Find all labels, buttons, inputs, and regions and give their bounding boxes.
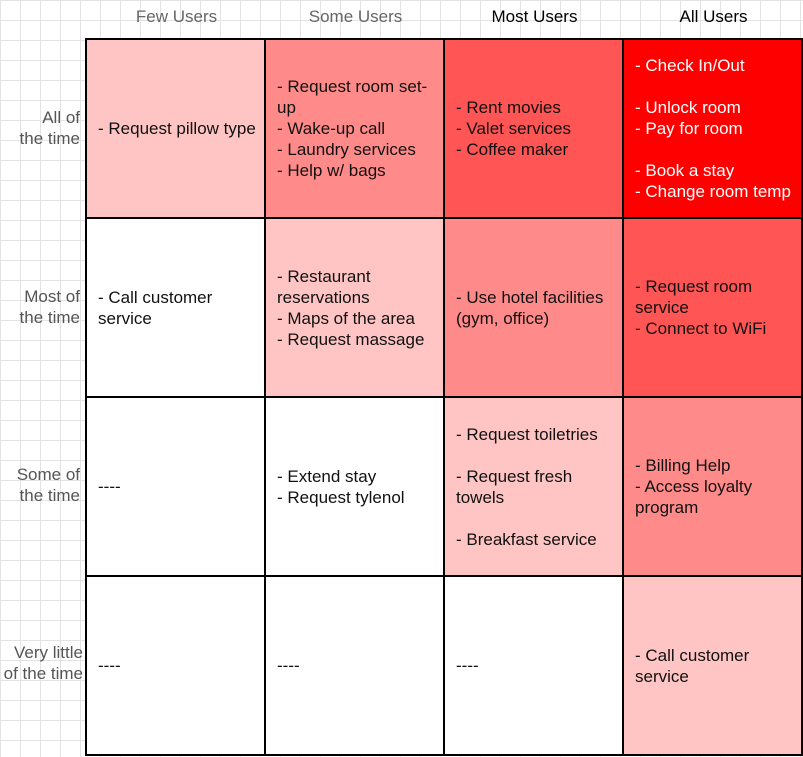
cell-item: - Valet services (456, 119, 571, 138)
cell-item: - Call customer service (635, 645, 750, 686)
cell-item: - Request massage (277, 329, 425, 349)
column-header-few-users: Few Users (135, 7, 218, 26)
matrix-cell (445, 398, 624, 577)
usage-frequency-matrix (85, 38, 803, 756)
cell-item: - Wake-up call (277, 119, 386, 138)
matrix-cell (87, 219, 266, 398)
cell-item: - Request fresh towels (456, 466, 573, 507)
cell-item: - Restaurant reservations (277, 266, 371, 307)
cell-item: ---- (98, 477, 121, 496)
matrix-cell (445, 219, 624, 398)
row-header-line: the time (19, 308, 80, 327)
row-header-line: the time (19, 129, 80, 148)
cell-item: - Laundry services (277, 140, 416, 159)
matrix-cell (266, 398, 445, 577)
cell-item: - Extend stay (277, 466, 377, 486)
cell-item: - Request room set-up (277, 77, 428, 117)
column-header-most-users: Most Users (491, 7, 578, 26)
cell-item: - Unlock room (635, 98, 741, 117)
cell-item: - Call customer service (98, 287, 213, 328)
matrix-cell (87, 577, 266, 756)
row-header-all-of-the-time (0, 107, 80, 149)
cell-item: - Breakfast service (456, 529, 597, 549)
cell-item: - Help w/ bags (277, 161, 386, 180)
matrix-cell (266, 577, 445, 756)
cell-spacer (456, 445, 616, 466)
cell-item: - Request room service (635, 277, 753, 317)
cell-spacer (635, 139, 795, 160)
cell-item: - Request tylenol (277, 487, 405, 507)
matrix-cell (624, 40, 803, 219)
column-header-all-users: All Users (679, 7, 748, 26)
cell-spacer (635, 76, 795, 97)
column-header-some-users: Some Users (308, 7, 403, 26)
row-header-some-of-the-time (0, 464, 80, 506)
cell-item: - Pay for room (635, 119, 743, 138)
cell-item: ---- (277, 656, 300, 675)
cell-item: - Change room temp (635, 182, 791, 201)
row-header-line: Most of (24, 287, 80, 306)
matrix-cell (266, 40, 445, 219)
cell-item: - Maps of the area (277, 308, 415, 328)
cell-item: - Check In/Out (635, 56, 745, 75)
matrix-cell (87, 40, 266, 219)
cell-item: - Request pillow type (98, 119, 256, 138)
row-header-line: of the time (3, 664, 83, 683)
row-header-line: All of (42, 108, 80, 127)
row-header-line: Very little (14, 643, 83, 662)
matrix-cell (87, 398, 266, 577)
cell-item: - Rent movies (456, 98, 561, 117)
cell-item: - Connect to WiFi (635, 319, 767, 338)
matrix-cell (445, 40, 624, 219)
cell-item: - Billing Help (635, 456, 731, 475)
row-header-line: the time (19, 486, 80, 505)
row-header-most-of-the-time (0, 286, 80, 328)
cell-item: ---- (98, 656, 121, 675)
matrix-cell (624, 577, 803, 756)
matrix-cell (624, 219, 803, 398)
cell-item: - Request toiletries (456, 424, 598, 444)
cell-item: ---- (456, 656, 479, 675)
row-header-very-little-of-the-time (0, 642, 83, 684)
matrix-cell (266, 219, 445, 398)
cell-spacer (456, 508, 616, 529)
cell-item: - Access loyalty program (635, 477, 753, 517)
cell-item: - Use hotel facilities (gym, office) (456, 287, 604, 328)
matrix-cell (445, 577, 624, 756)
cell-item: - Coffee maker (456, 140, 569, 159)
cell-item: - Book a stay (635, 161, 735, 180)
row-header-line: Some of (16, 465, 80, 484)
matrix-cell (624, 398, 803, 577)
